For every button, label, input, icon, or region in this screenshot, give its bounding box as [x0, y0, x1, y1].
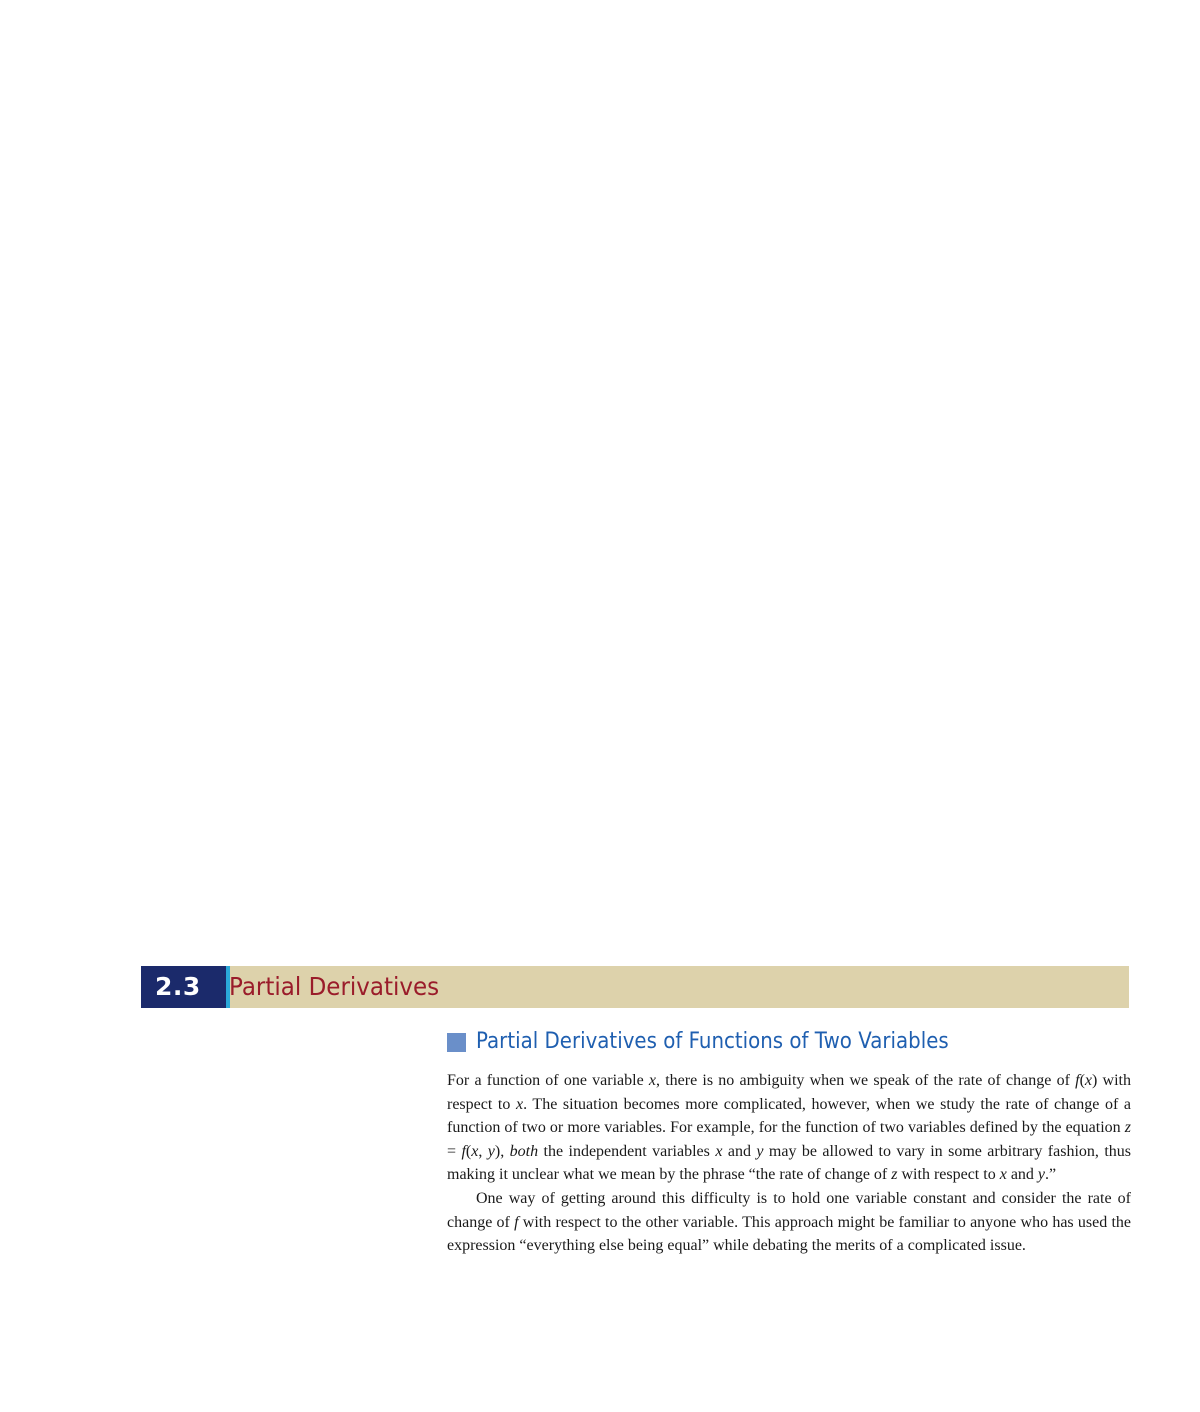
text-run: =	[447, 1142, 462, 1160]
text-run: and	[722, 1142, 757, 1160]
math-variable: f	[514, 1213, 519, 1231]
math-variable: f	[1075, 1072, 1080, 1089]
math-variable: x	[515, 1095, 524, 1113]
math-variable: x	[471, 1142, 479, 1160]
math-variable: z	[891, 1166, 898, 1184]
text-run: For a function of one variable	[447, 1072, 649, 1089]
section-number: 2.3	[155, 972, 201, 1001]
text-run: ),	[494, 1142, 510, 1160]
text-run: with respect to the other variable. This approach might be familiar to anyone who has used the expression “everything else being equal” while debating the merits of a complicated issue.	[447, 1213, 1131, 1255]
text-run: One way of getting around this difficulty is to hold one variable constant and consider the rate of change of	[447, 1189, 1131, 1231]
math-variable: x	[1084, 1072, 1093, 1089]
section-number-box	[141, 966, 226, 1008]
section-header-bar	[141, 966, 1129, 1008]
math-variable: y	[487, 1142, 495, 1160]
math-variable: f	[461, 1142, 466, 1160]
text-run: with respect to	[897, 1166, 1000, 1184]
section-title: Partial Derivatives	[229, 972, 440, 1001]
math-variable: z	[1124, 1119, 1131, 1137]
text-run: , there is no ambiguity when we speak of the rate of change of	[656, 1072, 1076, 1089]
text-run: (	[465, 1142, 472, 1160]
math-variable: x	[715, 1142, 723, 1160]
text-run: . The situation becomes more complicated, however, when we study the rate of change of a function of two or more variables. For example, for the function of two variables defined by the equation	[447, 1095, 1132, 1137]
text-run: .”	[1045, 1166, 1057, 1184]
math-variable: x	[648, 1072, 657, 1089]
text-run: may be allowed to vary in some arbitrary fashion, thus making it unclear what we mean by the phrase “the rate of change of	[447, 1142, 1132, 1184]
math-variable: x	[999, 1166, 1007, 1184]
math-variable: y	[1037, 1166, 1046, 1184]
subsection-square-icon	[447, 1033, 466, 1052]
text-run: (	[1079, 1072, 1085, 1089]
paragraph-2	[447, 1187, 1131, 1258]
text-run: ,	[478, 1142, 488, 1160]
math-variable: y	[756, 1142, 764, 1160]
text-run: and	[1006, 1166, 1038, 1184]
subsection-title: Partial Derivatives of Functions of Two Variables	[476, 1029, 949, 1054]
emphasis-text: both	[509, 1142, 539, 1160]
text-run: the independent variables	[538, 1142, 716, 1160]
body-text	[447, 1069, 1131, 1258]
paragraph-1	[447, 1069, 1131, 1187]
text-run: ) with respect to	[447, 1072, 1132, 1113]
